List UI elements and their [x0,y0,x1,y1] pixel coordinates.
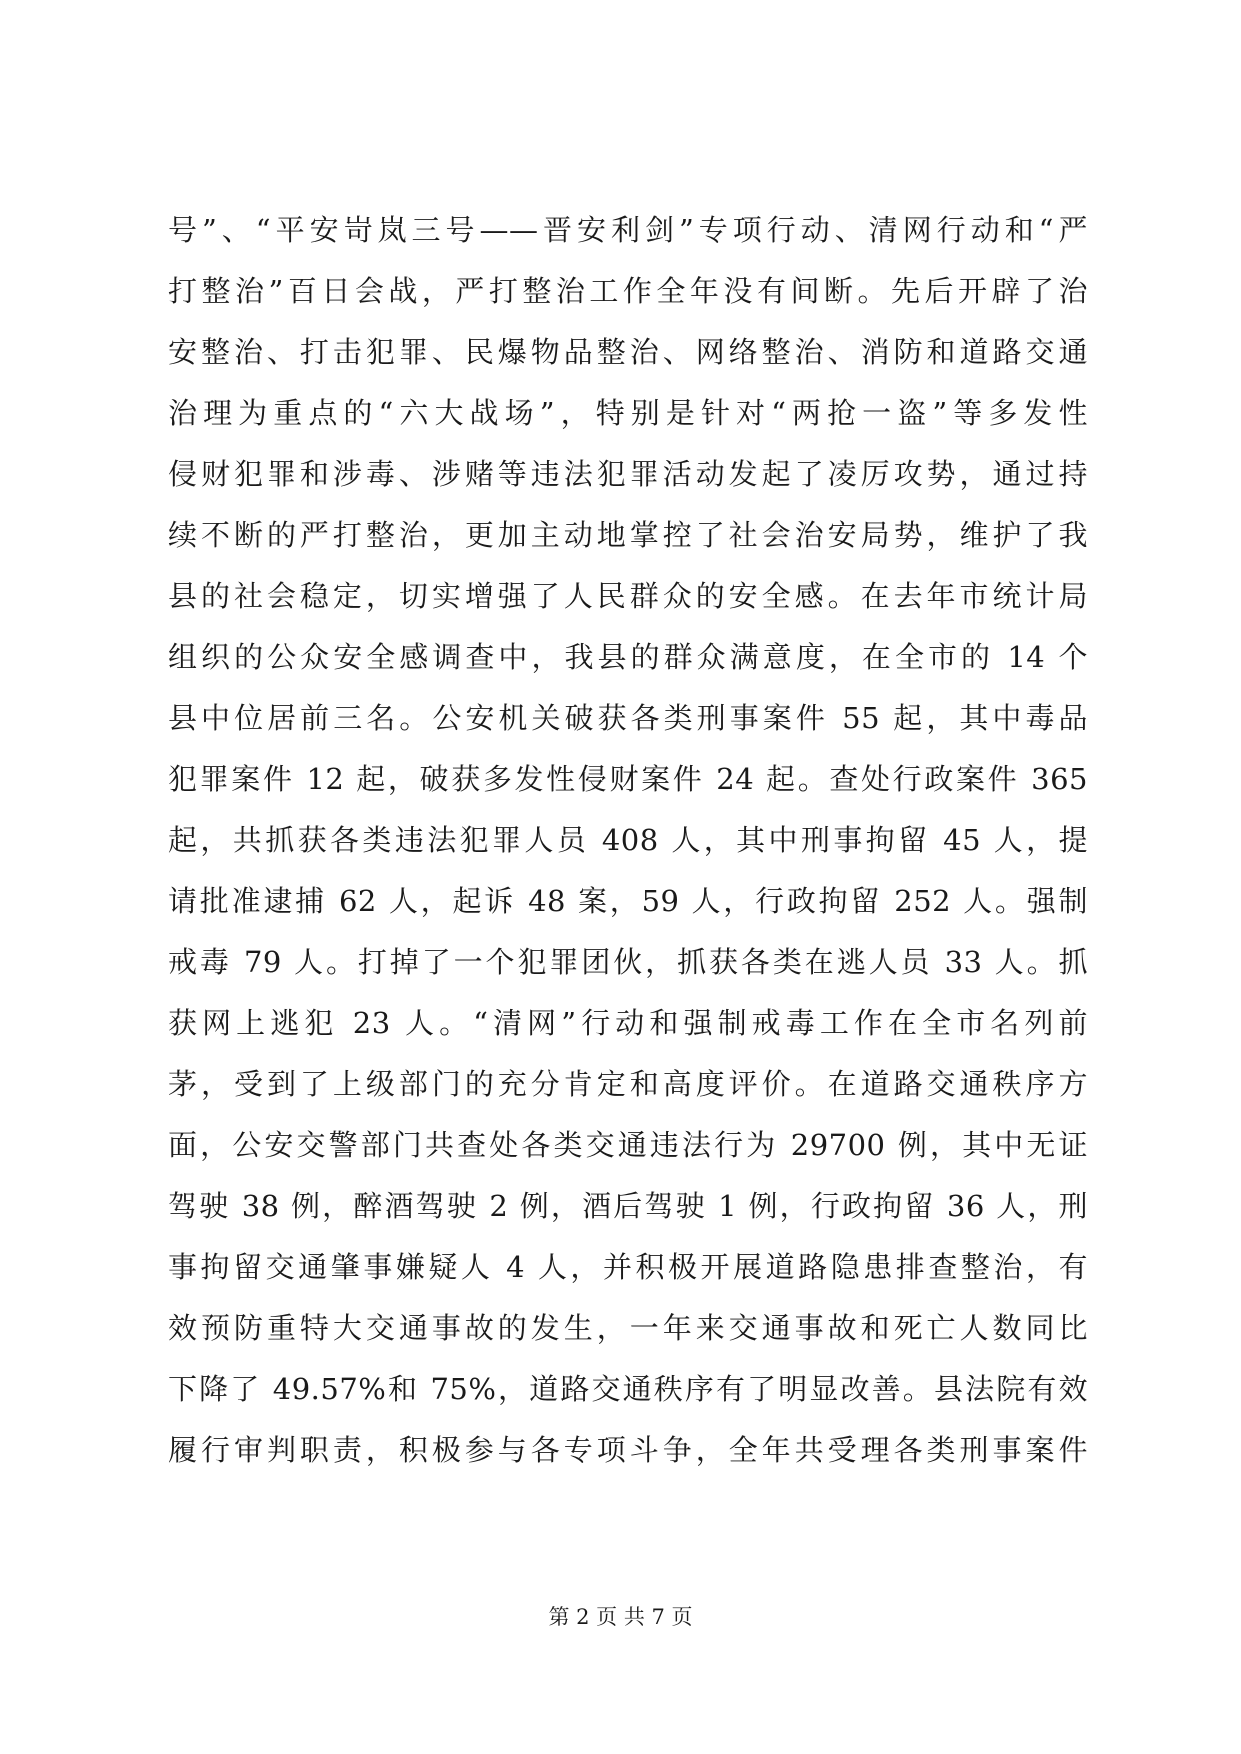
text-line: 续不断的严打整治，更加主动地掌控了社会治安局势，维护了我 [168,518,1088,552]
text-line: 请批准逮捕 62 人，起诉 48 案，59 人，行政拘留 252 人。强制 [168,884,1088,918]
text-line: 茅，受到了上级部门的充分肯定和高度评价。在道路交通秩序方 [168,1067,1088,1101]
text-line: 驾驶 38 例，醉酒驾驶 2 例，酒后驾驶 1 例，行政拘留 36 人，刑 [168,1189,1088,1223]
text-line: 治理为重点的“六大战场”，特别是针对“两抢一盗”等多发性 [168,396,1088,430]
text-line: 打整治”百日会战，严打整治工作全年没有间断。先后开辟了治 [168,274,1088,308]
text-line: 事拘留交通肇事嫌疑人 4 人，并积极开展道路隐患排查整治，有 [168,1250,1088,1284]
text-line: 面，公安交警部门共查处各类交通违法行为 29700 例，其中无证 [168,1128,1088,1162]
text-line: 获网上逃犯 23 人。“清网”行动和强制戒毒工作在全市名列前 [168,1006,1088,1040]
text-line: 安整治、打击犯罪、民爆物品整治、网络整治、消防和道路交通 [168,335,1088,369]
text-line: 效预防重特大交通事故的发生，一年来交通事故和死亡人数同比 [168,1311,1088,1345]
text-line: 犯罪案件 12 起，破获多发性侵财案件 24 起。查处行政案件 365 [168,762,1088,796]
text-line: 侵财犯罪和涉毒、涉赌等违法犯罪活动发起了凌厉攻势，通过持 [168,457,1088,491]
text-line: 县的社会稳定，切实增强了人民群众的安全感。在去年市统计局 [168,579,1088,613]
text-line: 号”、“平安岢岚三号——晋安利剑”专项行动、清网行动和“严 [168,213,1088,247]
text-line: 戒毒 79 人。打掉了一个犯罪团伙，抓获各类在逃人员 33 人。抓 [168,945,1088,979]
text-line: 下降了 49.57%和 75%，道路交通秩序有了明显改善。县法院有效 [168,1372,1088,1406]
text-line: 组织的公众安全感调查中，我县的群众满意度，在全市的 14 个 [168,640,1088,674]
page-footer: 第 2 页 共 7 页 [548,1605,693,1629]
text-line: 起，共抓获各类违法犯罪人员 408 人，其中刑事拘留 45 人，提 [168,823,1088,857]
body-text [168,200,1088,1481]
text-line: 履行审判职责，积极参与各专项斗争，全年共受理各类刑事案件 [168,1433,1088,1467]
text-line: 县中位居前三名。公安机关破获各类刑事案件 55 起，其中毒品 [168,701,1088,735]
